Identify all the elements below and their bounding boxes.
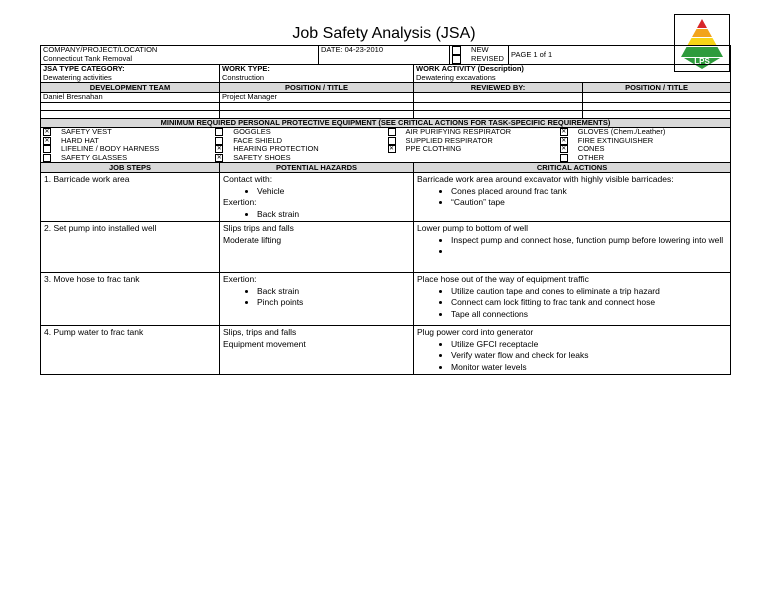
ppe-item [213,154,385,163]
revised-label: REVISED [471,54,504,63]
ppe-column [386,128,558,162]
ppe-label: HEARING PROTECTION [233,144,319,153]
text-line: Slips, trips and falls [223,327,297,337]
hazard-list [220,173,414,222]
ppe-checkbox[interactable]: ✕ [389,146,395,153]
job-step: 2. Set pump into installed well [41,222,220,273]
ppe-item [558,154,730,163]
text-line: Lower pump to bottom of well [417,223,529,233]
ppe-checkbox[interactable] [215,137,223,145]
job-step: 1. Barricade work area [41,173,220,222]
actions-header: CRITICAL ACTIONS [414,163,731,173]
ppe-label: SUPPLIED RESPIRATOR [405,135,493,145]
reviewed-by-header: REVIEWED BY: [414,83,583,93]
reviewer-position[interactable] [583,93,731,103]
ppe-label: AIR PURIFYING RESPIRATOR [405,127,512,136]
hazards-header: POTENTIAL HAZARDS [220,163,414,173]
bullet-item: • “Caution” tape [451,197,727,209]
category-row [41,65,731,83]
steps-header-row [41,163,731,173]
page-title: Job Safety Analysis (JSA) [292,25,476,42]
work-activity-value[interactable]: Dewatering excavations [416,72,496,82]
new-checkbox[interactable] [452,46,461,55]
ppe-label: SAFETY SHOES [233,152,291,162]
hazard-list [220,326,414,375]
ppe-item [386,145,558,154]
bullet-item: • Utilize GFCI receptacle [451,339,727,351]
bullet-item: • Connect cam lock fitting to frac tank and connect hose [451,297,727,309]
job-step-row [41,273,731,326]
date-field[interactable]: DATE: 04-23-2010 [319,46,450,65]
bullet-item: • Cones placed around frac tank [451,186,727,198]
ppe-label: PPE CLOTHING [405,144,462,153]
job-step: 4. Pump water to frac tank [41,326,220,375]
work-type-value[interactable]: Construction [222,72,265,82]
ppe-column [558,128,730,162]
bullet-item: • Back strain [257,286,410,298]
bullet-item: • Verify water flow and check for leaks [451,350,727,362]
company-row [41,46,731,65]
reviewer-name[interactable] [414,93,583,103]
ppe-label: CONES [577,144,605,153]
ppe-banner: MINIMUM REQUIRED PERSONAL PROTECTIVE EQUIPMENT (SEE CRITICAL ACTIONS FOR TASK-SPECIFIC REQUIREMENTS) [41,118,731,128]
text-line: Equipment movement [223,338,306,349]
ppe-label: LIFELINE / BODY HARNESS [61,144,160,153]
ppe-column [41,128,213,162]
work-activity-label: WORK ACTIVITY (Description) [416,64,524,73]
jsa-form [40,45,731,375]
ppe-item [41,154,213,163]
ppe-column [213,128,385,162]
action-list [414,273,731,326]
ppe-label: FIRE EXTINGUISHER [577,135,654,145]
team-row [41,93,731,103]
action-list [414,222,731,273]
text-line: Moderate lifting [223,234,282,245]
ppe-checkbox[interactable] [388,137,396,145]
ppe-checkbox[interactable]: ✕ [561,137,567,144]
bullet-item: • Tape all connections [451,309,727,321]
bullet-item: • Monitor water levels [451,362,727,374]
dev-team-header: DEVELOPMENT TEAM [41,83,220,93]
page-number: PAGE 1 of 1 [509,46,731,65]
ppe-checkbox[interactable]: ✕ [216,146,222,153]
reviewer-position-header: POSITION / TITLE [583,83,731,93]
hazard-list [220,222,414,273]
ppe-checkbox[interactable]: ✕ [561,146,567,153]
text-line: Exertion: [223,274,257,284]
revised-checkbox[interactable] [452,55,461,64]
work-type-label: WORK TYPE: [222,64,270,73]
jsa-type-value[interactable]: Dewatering activities [43,72,112,82]
job-step-row [41,326,731,375]
ppe-checkbox[interactable] [388,128,396,136]
ppe-label: GOGGLES [233,127,271,136]
ppe-checkbox[interactable]: ✕ [44,137,50,144]
ppe-label: SAFETY VEST [61,127,112,136]
ppe-label: HARD HAT [61,135,99,145]
jsa-type-label: JSA TYPE CATEGORY: [43,64,125,73]
job-steps-header: JOB STEPS [41,163,220,173]
ppe-checkbox[interactable]: ✕ [561,129,567,136]
text-line: Plug power cord into generator [417,327,534,337]
bullet-item: • Vehicle [257,186,410,198]
bullet-item: • Inspect pump and connect hose, function pump before lowering into well [451,235,727,247]
text-line: Exertion: [223,197,257,207]
job-step-row [41,222,731,273]
team-header-row [41,83,731,93]
team-member-position[interactable]: Project Manager [220,93,414,103]
bullet-item: • Back strain [257,209,410,221]
logo-text: LPS [694,57,710,66]
ppe-label: FACE SHIELD [233,135,283,145]
ppe-checkbox[interactable] [560,154,568,162]
hazard-list [220,273,414,326]
job-step: 3. Move hose to frac tank [41,273,220,326]
ppe-row [41,128,731,163]
team-row-empty [41,102,731,110]
new-label: NEW [471,45,489,54]
company-value: Connecticut Tank Removal [43,53,133,63]
bullet-item: • Pinch points [257,297,410,309]
action-list [414,173,731,222]
text-line: Slips trips and falls [223,223,294,233]
ppe-checkbox[interactable] [43,145,51,153]
text-line: Contact with: [223,174,273,184]
action-list [414,326,731,375]
ppe-checkbox[interactable]: ✕ [44,129,50,136]
team-row-empty [41,110,731,118]
bullet-item [451,246,727,258]
ppe-checkbox[interactable] [215,128,223,136]
ppe-checkbox[interactable]: ✕ [216,154,222,161]
job-step-row [41,173,731,222]
ppe-label: GLOVES (Chem./Leather) [577,127,666,136]
text-line: Place hose out of the way of equipment traffic [417,274,589,284]
ppe-checkbox[interactable] [43,154,51,162]
ppe-label: OTHER [577,152,605,162]
team-member-name[interactable]: Daniel Bresnahan [41,93,220,103]
ppe-label: SAFETY GLASSES [61,152,128,162]
position-header: POSITION / TITLE [220,83,414,93]
company-label: COMPANY/PROJECT/LOCATION [43,45,158,54]
ppe-grid [41,128,730,162]
bullet-item: • Utilize caution tape and cones to eliminate a trip hazard [451,286,727,298]
text-line: Barricade work area around excavator with highly visible barricades: [417,174,674,184]
